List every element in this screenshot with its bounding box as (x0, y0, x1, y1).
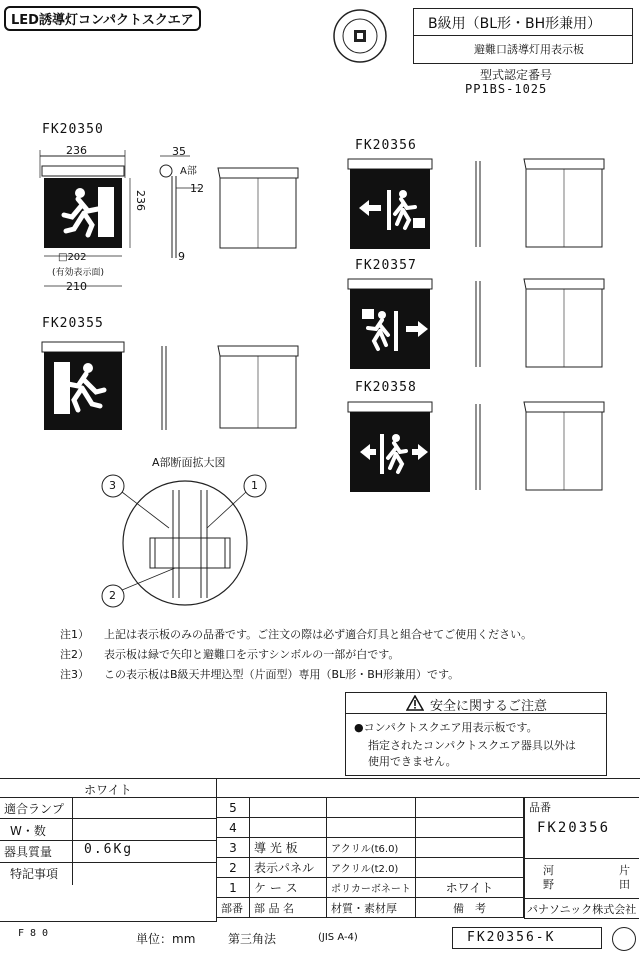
model-fk20350: FK20350 (42, 122, 104, 137)
dim-bottom-width: 210 (66, 280, 87, 293)
revision-circle (612, 927, 636, 951)
bom-name: 表示パネル (250, 858, 327, 878)
fk20356-arrow-left-icon (357, 184, 427, 236)
note-3-text: この表示板はB級天井埋込型（片面型）専用（BL形・BH形兼用）です。 (104, 668, 460, 681)
model-fk20358: FK20358 (355, 380, 417, 395)
note-1-label: 注1） (60, 628, 89, 641)
dim-12: 12 (190, 182, 204, 195)
dim-effective: □202 (58, 252, 87, 263)
drawing-number: FK20356-K (467, 930, 556, 945)
fk20355-running-man-icon (52, 358, 112, 422)
bom-row (217, 858, 524, 878)
bom-row (217, 818, 524, 838)
bom-head-no: 部番 (217, 898, 250, 918)
certification-seal (332, 8, 388, 64)
footer-unit: 単位：mm (136, 932, 196, 946)
spec-weight-label: 器具質量 (4, 845, 53, 859)
footer-projection: 第三角法 (228, 932, 277, 946)
bom-material: アクリル(t6.0) (327, 838, 416, 858)
callout-1: 1 (251, 479, 258, 492)
bom-material (327, 818, 416, 838)
safety-line-3: 使用できません。 (368, 755, 457, 768)
fk20358-double-arrow-icon (358, 428, 430, 480)
bom-row (217, 878, 524, 898)
bom-remarks (416, 818, 524, 838)
bom-header-row (217, 898, 524, 918)
callout-3: 3 (109, 479, 116, 492)
bom-remarks (416, 858, 524, 878)
bom-head-material: 材質・素材厚 (327, 898, 416, 918)
model-fk20357: FK20357 (355, 258, 417, 273)
class-box (413, 8, 633, 64)
approver-3: 片 (619, 864, 630, 877)
bom-name (250, 818, 327, 838)
spec-color-header: ホワイト (84, 783, 132, 797)
spec-remarks-label: 特記事項 (10, 867, 59, 881)
bom-table (216, 797, 524, 918)
approver-2: 野 (543, 878, 554, 891)
note-3-label: 注3） (60, 668, 89, 681)
fk20350-running-man-icon (58, 185, 118, 244)
dim-9: 9 (178, 250, 185, 263)
model-fk20356: FK20356 (355, 138, 417, 153)
bom-remarks: ホワイト (416, 878, 524, 898)
part-a-label: A部 (180, 166, 197, 177)
part-number-block (524, 797, 639, 919)
note-2-label: 注2） (60, 648, 89, 661)
dim-depth: 35 (172, 145, 186, 158)
section-detail-drawing (95, 468, 275, 618)
note-1-text: 上記は表示板のみの品番です。ご注文の際は必ず適合灯具と組合せてご使用ください。 (104, 628, 533, 641)
safety-box (345, 692, 607, 776)
bom-no: 4 (217, 818, 250, 838)
bom-head-name: 部 品 名 (250, 898, 327, 918)
dim-height: 236 (134, 190, 147, 211)
dim-effective-label: (有効表示面) (52, 268, 105, 278)
bom-material (327, 798, 416, 818)
dim-width-top: 236 (66, 144, 87, 157)
model-fk20355: FK20355 (42, 316, 104, 331)
approver-4: 田 (619, 878, 630, 891)
safety-title: 安全に関するご注意 (430, 699, 548, 714)
bom-remarks (416, 798, 524, 818)
callout-2: 2 (109, 589, 116, 602)
safety-line-2: 指定されたコンパクトスクエア器具以外は (368, 739, 576, 752)
warning-icon (406, 695, 424, 715)
fk20357-arrow-right-icon (360, 305, 430, 357)
description: 避難口誘導灯用表示板 (474, 43, 584, 56)
bom-row (217, 798, 524, 818)
bom-no: 2 (217, 858, 250, 878)
drawing-number-box (452, 927, 602, 949)
note-2-text: 表示板は緑で矢印と避難口を示すシンボルの一部が白です。 (104, 648, 400, 661)
bom-no: 5 (217, 798, 250, 818)
detail-title: A部断面拡大図 (152, 456, 226, 469)
spec-wattage-label: W・数 (10, 824, 46, 838)
company-name: パナソニック株式会社 (527, 903, 637, 916)
bom-name: ケ ー ス (250, 878, 327, 898)
class-line: B級用（BL形・BH形兼用） (428, 16, 602, 32)
part-number: FK20356 (537, 820, 611, 836)
bom-material: アクリル(t2.0) (327, 858, 416, 878)
spec-weight-value: 0.6Kg (84, 842, 134, 857)
footer-code: F80 (18, 928, 55, 939)
series-badge: LED誘導灯コンパクトスクエア (4, 6, 201, 31)
cert-label: 型式認定番号 (480, 68, 553, 82)
footer-paper: (JIS A-4) (318, 932, 358, 943)
cert-number: PP1BS-1025 (465, 82, 548, 96)
part-label: 品番 (529, 801, 551, 814)
approver-1: 河 (543, 864, 554, 877)
bom-name (250, 798, 327, 818)
bom-no: 3 (217, 838, 250, 858)
bom-head-remarks: 備 考 (416, 898, 524, 918)
spec-lamp-label: 適合ランプ (4, 802, 65, 816)
bom-remarks (416, 838, 524, 858)
safety-line-1: ●コンパクトスクエア用表示板です。 (354, 721, 538, 734)
bom-no: 1 (217, 878, 250, 898)
bom-row (217, 838, 524, 858)
bom-material: ポリカーボネート (327, 878, 416, 898)
bom-name: 導 光 板 (250, 838, 327, 858)
